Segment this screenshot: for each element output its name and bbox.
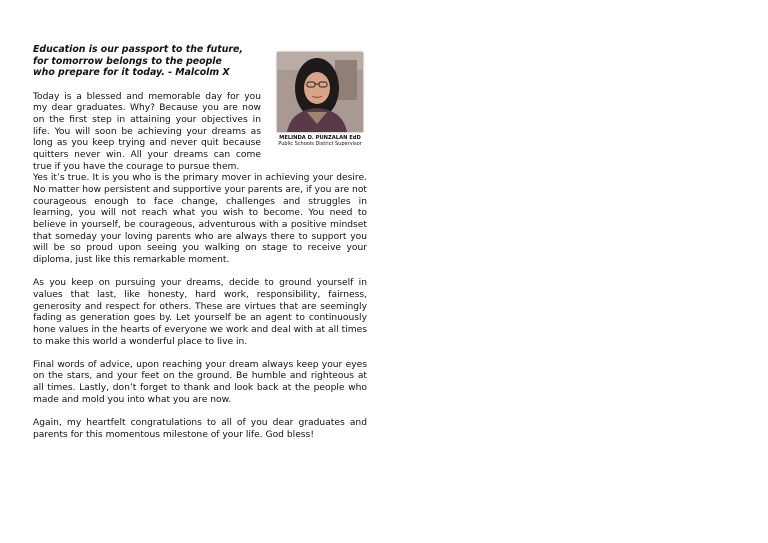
photo-spacer [261, 92, 367, 162]
author-title: Public Schools District Supervisor [278, 141, 362, 147]
paragraph-intro-text: Today is a blessed and memorable day for you my dear graduates. Why? Because you are now on the first step in attaining your objectives in life. You will soon be achieving your dreams as long as you keep trying and never quit because quitters never win. All your dreams can come true if you have the courage to pursue them. [33, 91, 261, 172]
paragraph-advice: Final words of advice, upon reaching your dream always keep your eyes on the stars, and your feet on the ground. Be humble and righteous at all times. Lastly, don’t forget to thank and look back at the people who made and mold you into what you are now. [33, 359, 367, 405]
author-name: MELINDA D. PUNZALAN EdD [279, 135, 361, 141]
quote-line: Education is our passport to the future, [33, 44, 243, 55]
quote-line: for tomorrow belongs to the people [33, 55, 222, 67]
paragraph-values: As you keep on pursuing your dreams, decide to ground yourself in values that last, like honesty, hard work, responsibility, fairness, generosity and respect for others. These are virtues that are seemingly fading as generation goes by. Let yourself be an agent to continuously hone values in the hearts of everyone we work and deal with at all times to make this world a wonderful place to live in. [33, 278, 367, 347]
paragraph-congratulations: Again, my heartfelt congratulations to all of you dear graduates and parents for this momentous milestone of your life. God bless! [33, 417, 367, 440]
paragraph-primary-mover: Yes it’s true. It is you who is the primary mover in achieving your desire. No matter how persistent and supportive your parents are, if you are not courageous enough to face change, challenges and struggles in learning, you will not reach what you wish to become. You need to believe in yourself, be courageous, adventurous with a positive mindset that someday your loving parents who are always there to support you will be so proud upon seeing you walking on stage to receive your diploma, just like this remarkable moment. [33, 173, 367, 265]
epigraph-quote [33, 44, 265, 79]
message-column [33, 44, 367, 441]
quote-line: who prepare for it today. - Malcolm X [33, 67, 230, 79]
paragraph-intro [33, 92, 367, 174]
